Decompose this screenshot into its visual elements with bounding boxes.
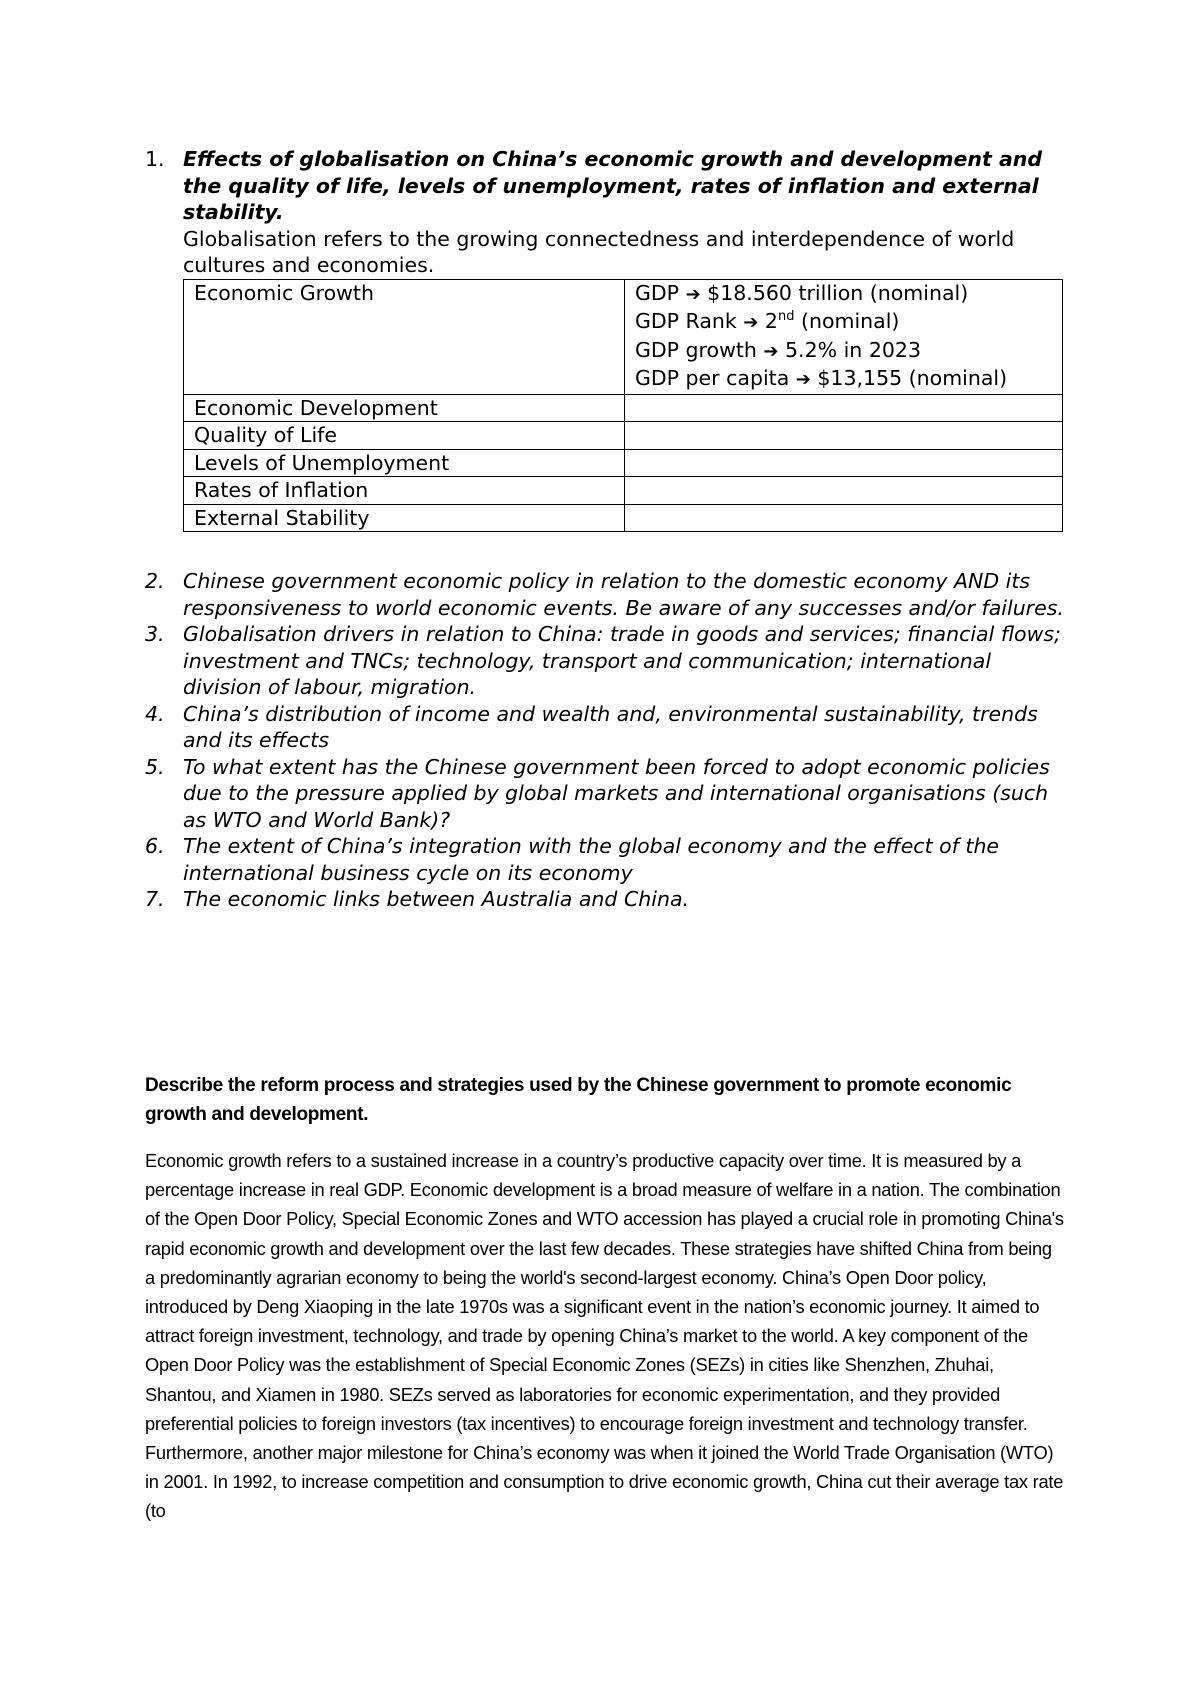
table-row	[184, 477, 1063, 505]
table-cell-label: Quality of Life	[184, 422, 625, 450]
question-text: To what extent has the Chinese government been forced to adopt economic policies due to the pressure applied by global markets and international organisations (such as WTO and World Bank)?	[183, 754, 1050, 832]
list-item	[145, 568, 1065, 621]
table-row	[184, 422, 1063, 450]
gdp-line: GDP ➔ $18.560 trillion (nominal)	[635, 280, 969, 305]
essay-paragraph: Economic growth refers to a sustained increase in a country’s productive capacity over time. It is measured by a percentage increase in real GDP. Economic development is a broad measure of welfare in a nation. The combination of the Open Door Policy, Special Economic Zones and WTO accession has played a crucial role in promoting China's rapid economic growth and development over the last few decades. These strategies have shifted China from being a predominantly agrarian economy to being the world's second-largest economy. China’s Open Door policy, introduced by Deng Xiaoping in the late 1970s was a significant event in the nation’s economic journey. It aimed to attract foreign investment, technology, and trade by opening China’s market to the world. A key component of the Open Door Policy was the establishment of Special Economic Zones (SEZs) in cities like Shenzhen, Zhuhai, Shantou, and Xiamen in 1980. SEZs served as laboratories for economic experimentation, and they provided preferential policies to foreign investors (tax incentives) to encourage foreign investment and technology transfer. Furthermore, another major milestone for China’s economy was when it joined the World Trade Organisation (WTO) in 2001. In 1992, to increase competition and consumption to drive economic growth, China cut their average tax rate (to	[145, 1150, 1064, 1522]
list-item	[145, 701, 1065, 754]
arrow-right-icon: ➔	[743, 312, 759, 333]
arrow-right-icon: ➔	[795, 369, 811, 390]
list-item	[145, 886, 1065, 913]
question-text: The extent of China’s integration with the global economy and the effect of the international business cycle on its economy	[183, 834, 1000, 885]
table-row	[184, 504, 1063, 532]
list-item	[145, 833, 1065, 886]
table-cell-label: Levels of Unemployment	[184, 449, 625, 477]
table-cell-value	[625, 477, 1063, 505]
arrow-right-icon: ➔	[685, 283, 701, 305]
table-cell-label: Rates of Inflation	[184, 477, 625, 505]
question-number: 4.	[145, 701, 165, 726]
question-1-intro: Globalisation refers to the growing connectedness and interdependence of world cultures and economies.	[183, 226, 1015, 277]
list-item	[145, 754, 1065, 834]
question-text: The economic links between Australia and China.	[183, 887, 690, 911]
table-cell-value	[625, 449, 1063, 477]
question-number: 6.	[145, 834, 165, 858]
table-row	[184, 394, 1063, 422]
question-number: 3.	[145, 622, 165, 646]
table-cell-label: Economic Development	[184, 394, 625, 422]
question-text: Globalisation drivers in relation to China: trade in goods and services; financial flows; investment and TNCs; technology, transport and communication; international division of labour, migration.	[183, 622, 1061, 699]
indicators-table	[183, 279, 1063, 533]
question-number: 2.	[145, 569, 165, 593]
essay-heading: Describe the reform process and strategies used by the Chinese government to promote economic growth and development.	[145, 1075, 1012, 1125]
gdp-growth-line: GDP growth ➔ 5.2% in 2023	[635, 337, 921, 362]
table-row	[184, 449, 1063, 477]
list-item	[145, 621, 1065, 701]
question-number: 5.	[145, 754, 165, 779]
gdp-rank-line: GDP Rank ➔ 2nd (nominal)	[635, 309, 900, 333]
table-cell-value	[625, 504, 1063, 532]
table-cell-value	[625, 422, 1063, 450]
table-cell-label: External Stability	[184, 504, 625, 532]
table-cell-value	[625, 279, 1063, 394]
question-number: 7.	[145, 887, 165, 911]
question-text: Chinese government economic policy in relation to the domestic economy AND its responsiveness to world economic events. Be aware of any successes and/or failures.	[183, 569, 1064, 620]
question-number: 1.	[145, 147, 165, 171]
question-1	[145, 146, 1065, 532]
table-cell-value	[625, 394, 1063, 422]
question-list	[145, 568, 1065, 913]
table-cell-label: Economic Growth	[184, 279, 625, 394]
arrow-right-icon: ➔	[763, 340, 779, 362]
table-row	[184, 279, 1063, 394]
question-1-title: Effects of globalisation on China’s economic growth and development and the quality of life, levels of unemployment, rates of inflation and external stability.	[183, 147, 1043, 224]
gdp-per-capita-line: GDP per capita ➔ $13,155 (nominal)	[635, 366, 1008, 390]
question-text: China’s distribution of income and wealth and, environmental sustainability, trends and its effects	[183, 701, 1038, 752]
